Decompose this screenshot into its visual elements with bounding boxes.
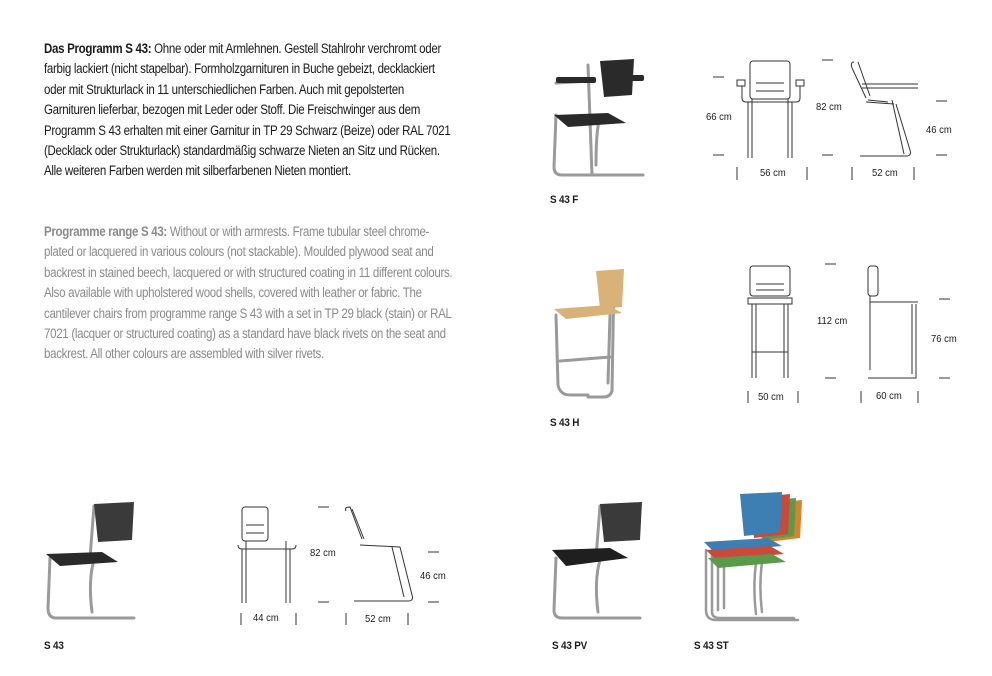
s43pv-label: S 43 PV (552, 640, 588, 652)
intro-english (44, 222, 453, 365)
s43f-total-height: 82 cm (816, 101, 842, 113)
s43f-depth: 52 cm (872, 167, 898, 179)
intro-english-heading: Programme range S 43: (44, 224, 167, 239)
s43h-total-height: 112 cm (817, 315, 848, 327)
s43h-photo (548, 265, 638, 405)
s43f-width: 56 cm (760, 167, 786, 179)
s43f-arm-height: 46 cm (926, 124, 952, 136)
s43h-width: 50 cm (758, 391, 784, 403)
s43-label: S 43 (44, 640, 64, 652)
intro-german-heading: Das Programm S 43: (44, 41, 152, 56)
s43f-label: S 43 F (550, 194, 579, 206)
s43f-photo (548, 55, 648, 180)
s43pv-photo (548, 500, 648, 625)
s43f-seat-height: 66 cm (706, 111, 732, 123)
s43h-dimension-lines (740, 264, 960, 404)
s43h-label: S 43 H (550, 417, 580, 429)
intro-german-text: Ohne oder mit Armlehnen. Gestell Stahlrohr verchromt oder farbig lackiert (nicht stapelbar). Formholzgarnituren in Buche gebeizt, decklackiert oder mit Strukturlack in 11 unterschiedlichen Farben. Auch mit gepolsterten Garnituren lieferbar, bezogen mit Leder oder Stoff. Die Freischwinger aus dem Programm S 43 erhalten mit einer Garnitur in TP 29 Schwarz (Beize) oder RAL 7021 (Decklack oder Strukturlack) standardmäßig schwarze Nieten an Sitz und Rücken. Alle weiteren Farben werden mit silberfarbenen Nieten montiert. (44, 41, 451, 179)
s43h-seat-height: 76 cm (931, 333, 957, 345)
s43-photo (42, 500, 142, 625)
s43-total-height: 82 cm (310, 547, 336, 559)
s43-depth: 52 cm (365, 613, 391, 625)
s43-width: 44 cm (253, 612, 279, 624)
s43h-depth: 60 cm (876, 390, 902, 402)
intro-german (44, 39, 453, 182)
s43st-photo (698, 490, 808, 630)
s43st-label: S 43 ST (694, 640, 729, 652)
s43-seat-height: 46 cm (420, 570, 446, 582)
s43f-dimension-lines (700, 60, 960, 190)
intro-english-text: Without or with armrests. Frame tubular steel chrome-plated or lacquered in various colours (not stackable). Moulded plywood seat and backrest in stained beech, lacquered or with structured coating in 11 different colours. Also available with upholstered wood shells, covered with leather or fabric. The cantilever chairs from programme range S 43 with a set in TP 29 black (stain) or RAL 7021 (lacquer or structured coating) as a standard have black rivets on the seat and backrest. All other colours are assembled with silver rivets. (44, 224, 453, 362)
